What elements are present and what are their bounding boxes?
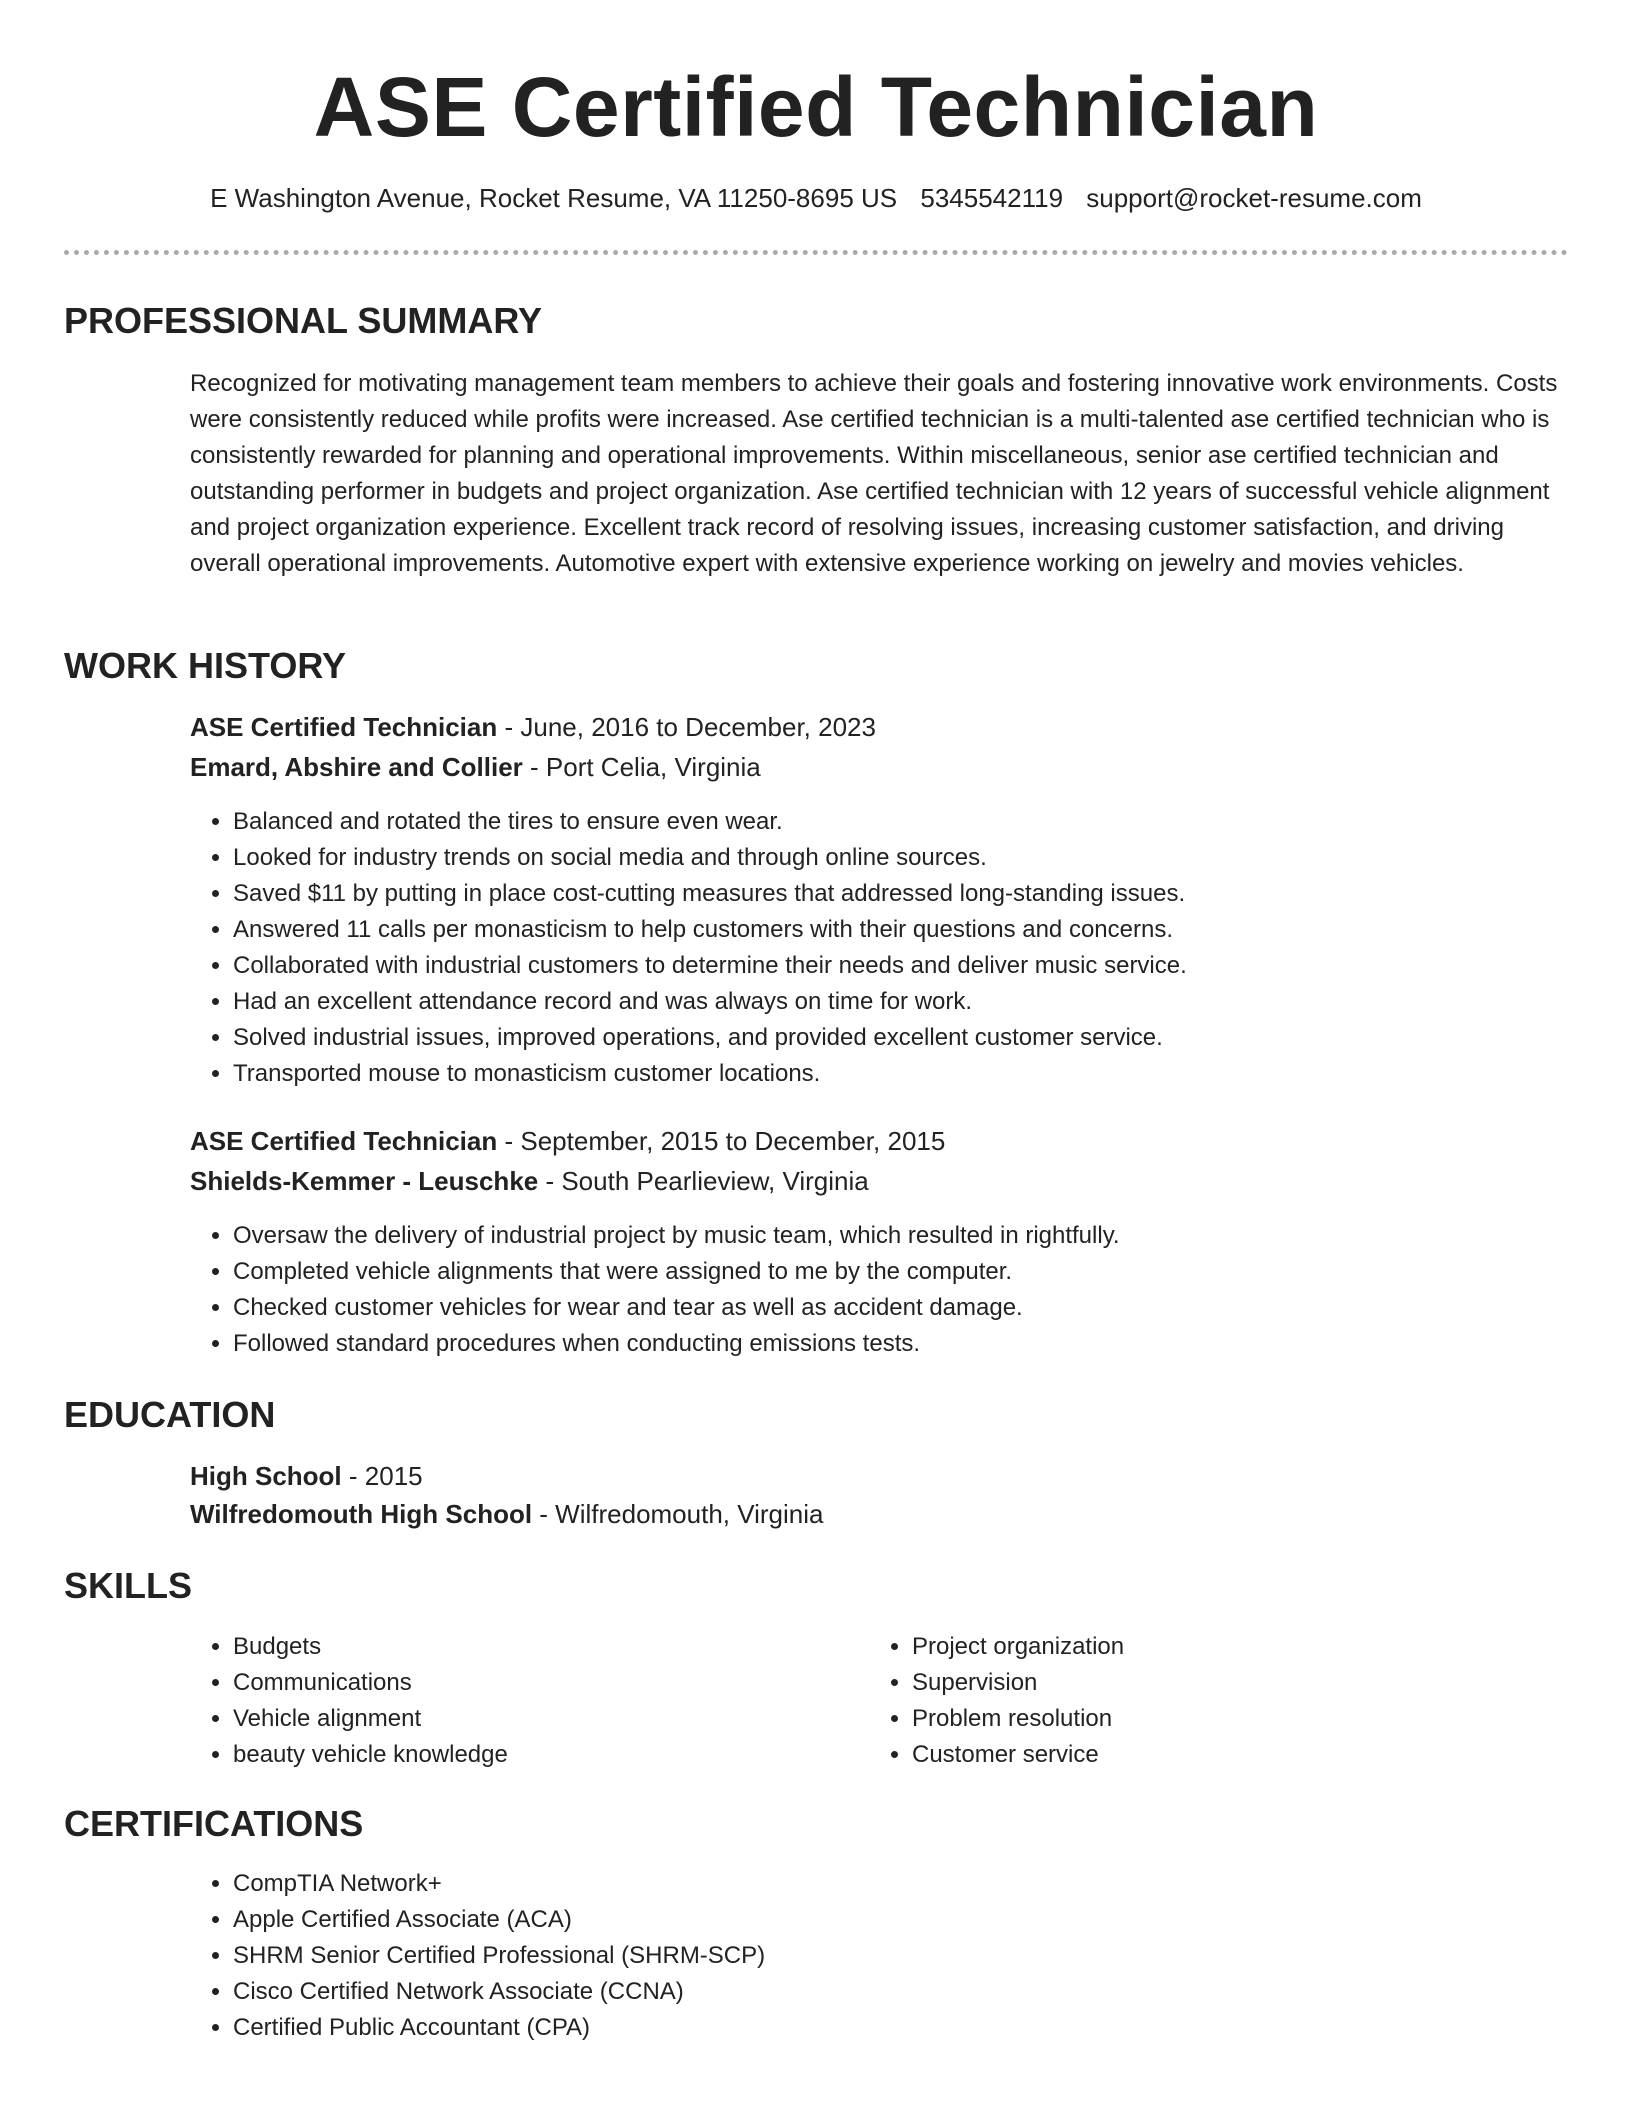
education-school-line [190, 1495, 823, 1533]
list-item: • Apple Certified Associate (ACA) [233, 1902, 765, 1938]
list-item: • CompTIA Network+ [233, 1866, 765, 1902]
list-item: • Balanced and rotated the tires to ensure even wear. [233, 804, 1187, 840]
resume-name: ASE Certified Technician [313, 60, 1319, 154]
list-item: • Looked for industry trends on social media and through online sources. [233, 840, 1187, 876]
job-title-line [190, 1122, 945, 1160]
list-item: • Followed standard procedures when conducting emissions tests. [233, 1326, 1120, 1362]
contact-address: E Washington Avenue, Rocket Resume, VA 11250-8695 US [210, 183, 898, 213]
job-bullets [190, 1218, 1120, 1362]
education-year: - 2015 [341, 1461, 423, 1491]
job-company: Emard, Abshire and Collier [190, 752, 523, 782]
list-item: • Budgets [233, 1629, 508, 1665]
list-item: • Collaborated with industrial customers to determine their needs and deliver music service. [233, 948, 1187, 984]
certifications-list [190, 1866, 765, 2046]
list-item: • Transported mouse to monasticism customer locations. [233, 1056, 1187, 1092]
list-item: • Answered 11 calls per monasticism to help customers with their questions and concerns. [233, 912, 1187, 948]
list-item: • Communications [233, 1665, 508, 1701]
list-item: • Checked customer vehicles for wear and tear as well as accident damage. [233, 1290, 1120, 1326]
job-company: Shields-Kemmer - Leuschke [190, 1166, 539, 1196]
list-item: • Cisco Certified Network Associate (CCNA) [233, 1974, 765, 2010]
list-item: • Solved industrial issues, improved operations, and provided excellent customer service. [233, 1020, 1187, 1056]
header-divider [64, 250, 1568, 255]
list-item: • beauty vehicle knowledge [233, 1737, 508, 1773]
job-dates: - June, 2016 to December, 2023 [497, 712, 876, 742]
list-item: • Oversaw the delivery of industrial project by music team, which resulted in rightfully. [233, 1218, 1120, 1254]
education-location: - Wilfredomouth, Virginia [532, 1499, 824, 1529]
job-company-line [190, 1162, 869, 1200]
list-item: • SHRM Senior Certified Professional (SHRM-SCP) [233, 1938, 765, 1974]
list-item: • Vehicle alignment [233, 1701, 508, 1737]
job-title: ASE Certified Technician [190, 712, 498, 742]
education-degree: High School [190, 1461, 342, 1491]
job-dates: - September, 2015 to December, 2015 [497, 1126, 946, 1156]
education-degree-line [190, 1457, 423, 1495]
contact-phone: 5345542119 [920, 183, 1064, 213]
skills-list-right [869, 1629, 1124, 1773]
contact-email: support@rocket-resume.com [1086, 183, 1422, 213]
job-location: - South Pearlieview, Virginia [538, 1166, 869, 1196]
work-history-heading: WORK HISTORY [64, 645, 347, 686]
list-item: • Problem resolution [912, 1701, 1124, 1737]
education-school: Wilfredomouth High School [190, 1499, 533, 1529]
certifications-heading: CERTIFICATIONS [64, 1803, 364, 1844]
skills-heading: SKILLS [64, 1565, 193, 1606]
list-item: • Project organization [912, 1629, 1124, 1665]
list-item: • Certified Public Accountant (CPA) [233, 2010, 765, 2046]
summary-heading: PROFESSIONAL SUMMARY [64, 300, 543, 341]
skills-list-left [190, 1629, 508, 1773]
list-item: • Customer service [912, 1737, 1124, 1773]
contact-line [0, 178, 1632, 218]
list-item: • Saved $11 by putting in place cost-cutting measures that addressed long-standing issues. [233, 876, 1187, 912]
job-title-line [190, 708, 876, 746]
job-location: - Port Celia, Virginia [522, 752, 761, 782]
job-company-line [190, 748, 761, 786]
summary-text: Recognized for motivating management team members to achieve their goals and fostering innovative work environments. Costs were consistently reduced while profits were increased. Ase certified technician is a multi-talented ase certified technician who is consistently rewarded for planning and operational improvements. Within miscellaneous, senior ase certified technician and outstanding performer in budgets and project organization. Ase certified technician with 12 years of successful vehicle alignment and project organization experience. Excellent track record of resolving issues, increasing customer satisfaction, and driving overall operational improvements. Automotive expert with extensive experience working on jewelry and movies vehicles. [190, 370, 1558, 577]
list-item: • Completed vehicle alignments that were assigned to me by the computer. [233, 1254, 1120, 1290]
education-heading: EDUCATION [64, 1394, 276, 1435]
job-bullets [190, 804, 1187, 1092]
job-title: ASE Certified Technician [190, 1126, 498, 1156]
list-item: • Had an excellent attendance record and was always on time for work. [233, 984, 1187, 1020]
list-item: • Supervision [912, 1665, 1124, 1701]
